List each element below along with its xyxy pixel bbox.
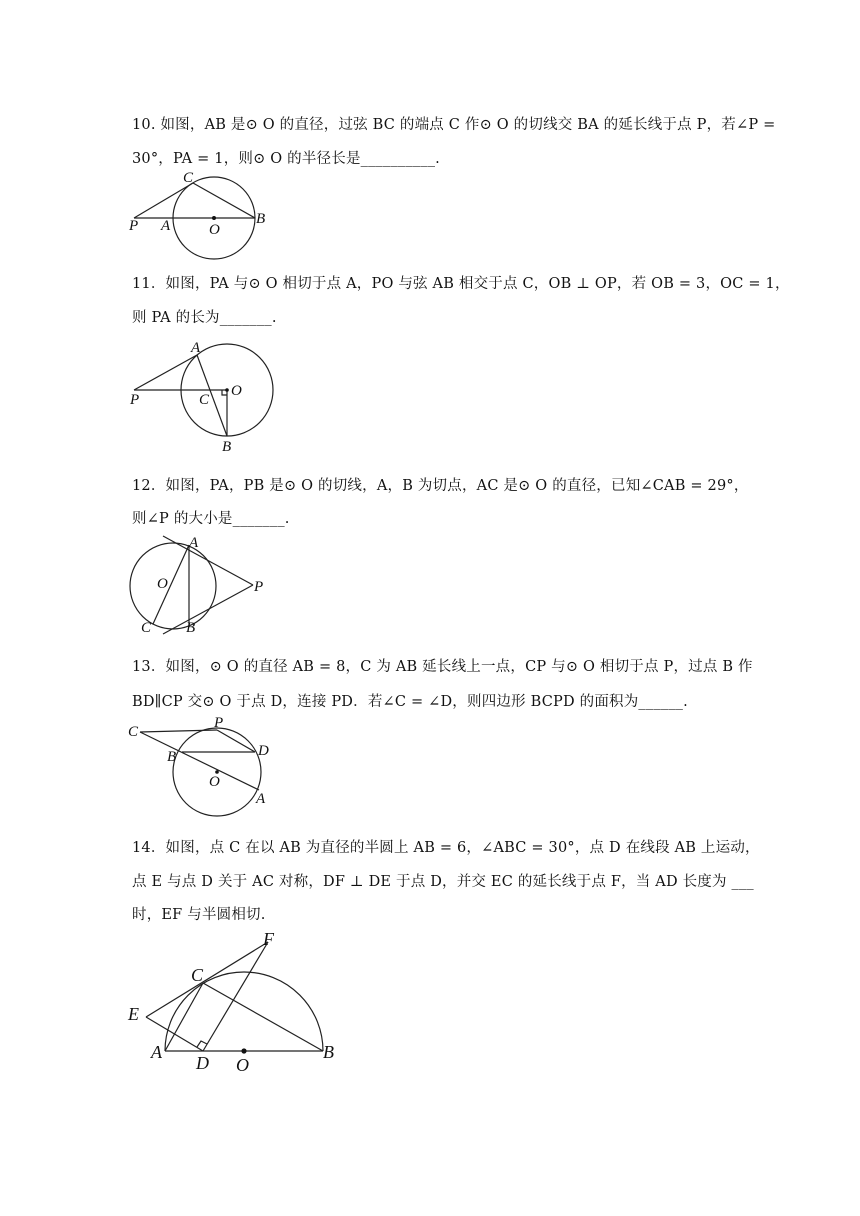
label-b: B <box>256 211 266 227</box>
tangent-cp <box>140 730 217 732</box>
center-dot <box>225 388 229 392</box>
label-p: P <box>214 715 224 731</box>
tangent-pa <box>163 536 253 585</box>
label-o: O <box>231 383 242 399</box>
circle-o <box>130 543 216 629</box>
semicircle <box>165 972 323 1051</box>
label-b: B <box>323 1042 334 1062</box>
label-a: A <box>256 791 266 807</box>
problem-14-figure <box>125 930 345 1075</box>
label-a: A <box>151 1042 162 1062</box>
label-o: O <box>209 222 220 238</box>
problem-12-line-2: 则∠P 的大小是_______. <box>132 511 290 527</box>
problem-13-line-2: BD∥CP 交⊙ O 于点 D，连接 PD．若∠C = ∠D，则四边形 BCPD 的面积为______. <box>132 694 688 710</box>
label-o: O <box>209 774 220 790</box>
problem-12-figure <box>127 536 277 641</box>
problem-14-line-2: 点 E 与点 D 关于 AC 对称，DF ⊥ DE 于点 D，并交 EC 的延长线于点 F，当 AD 长度为 ___ <box>132 874 754 890</box>
problem-11-figure <box>127 337 287 457</box>
problem-11-line-2: 则 PA 的长为_______. <box>132 310 277 326</box>
label-p: P <box>130 392 140 408</box>
label-c: C <box>128 724 139 740</box>
center-dot <box>212 216 216 220</box>
label-o: O <box>236 1055 249 1075</box>
label-a: A <box>191 340 201 356</box>
tangent-pb <box>163 585 253 634</box>
segment-pd <box>217 730 255 752</box>
problem-13-figure <box>125 715 285 820</box>
tangent-pc <box>134 183 193 218</box>
center-dot <box>241 1048 246 1053</box>
label-c: C <box>199 392 210 408</box>
problem-11-line-1: 11．如图，PA 与⊙ O 相切于点 A，PO 与弦 AB 相交于点 C，OB ⊥ OP，若 OB = 3，OC = 1， <box>132 276 790 292</box>
label-b: B <box>222 439 232 455</box>
label-p: P <box>254 579 264 595</box>
chord-cb <box>193 183 255 218</box>
problem-14-line-3: 时，EF 与半圆相切. <box>132 907 266 923</box>
label-a: A <box>189 535 199 551</box>
line-ef <box>146 942 268 1017</box>
label-e: E <box>128 1004 139 1024</box>
label-b: B <box>167 749 177 765</box>
label-a: A <box>161 218 171 234</box>
segment-df <box>203 942 268 1051</box>
label-f: F <box>263 929 274 949</box>
label-d: D <box>258 743 269 759</box>
chord-cb <box>203 983 323 1051</box>
label-c: C <box>191 965 204 985</box>
line-ca <box>140 732 259 790</box>
label-o: O <box>157 576 168 592</box>
problem-10-line-2: 30°，PA = 1，则⊙ O 的半径长是__________. <box>132 151 440 167</box>
label-b: B <box>186 620 196 636</box>
problem-10-line-1: 10. 如图，AB 是⊙ O 的直径，过弦 BC 的端点 C 作⊙ O 的切线交 BA 的延长线于点 P，若∠P = <box>132 117 776 133</box>
label-p: P <box>129 218 139 234</box>
problem-14-line-1: 14．如图，点 C 在以 AB 为直径的半圆上 AB = 6，∠ABC = 30°，点 D 在线段 AB 上运动， <box>132 840 760 856</box>
problem-12-line-1: 12．如图，PA，PB 是⊙ O 的切线，A，B 为切点，AC 是⊙ O 的直径，已知∠CAB = 29°， <box>132 478 749 494</box>
label-d: D <box>196 1053 209 1073</box>
problem-13-line-1: 13．如图，⊙ O 的直径 AB = 8，C 为 AB 延长线上一点，CP 与⊙ O 相切于点 P，过点 B 作 <box>132 659 753 675</box>
label-c: C <box>183 170 194 186</box>
label-c: C <box>141 620 152 636</box>
problem-10-figure <box>125 172 285 267</box>
tangent-pa <box>134 355 197 390</box>
